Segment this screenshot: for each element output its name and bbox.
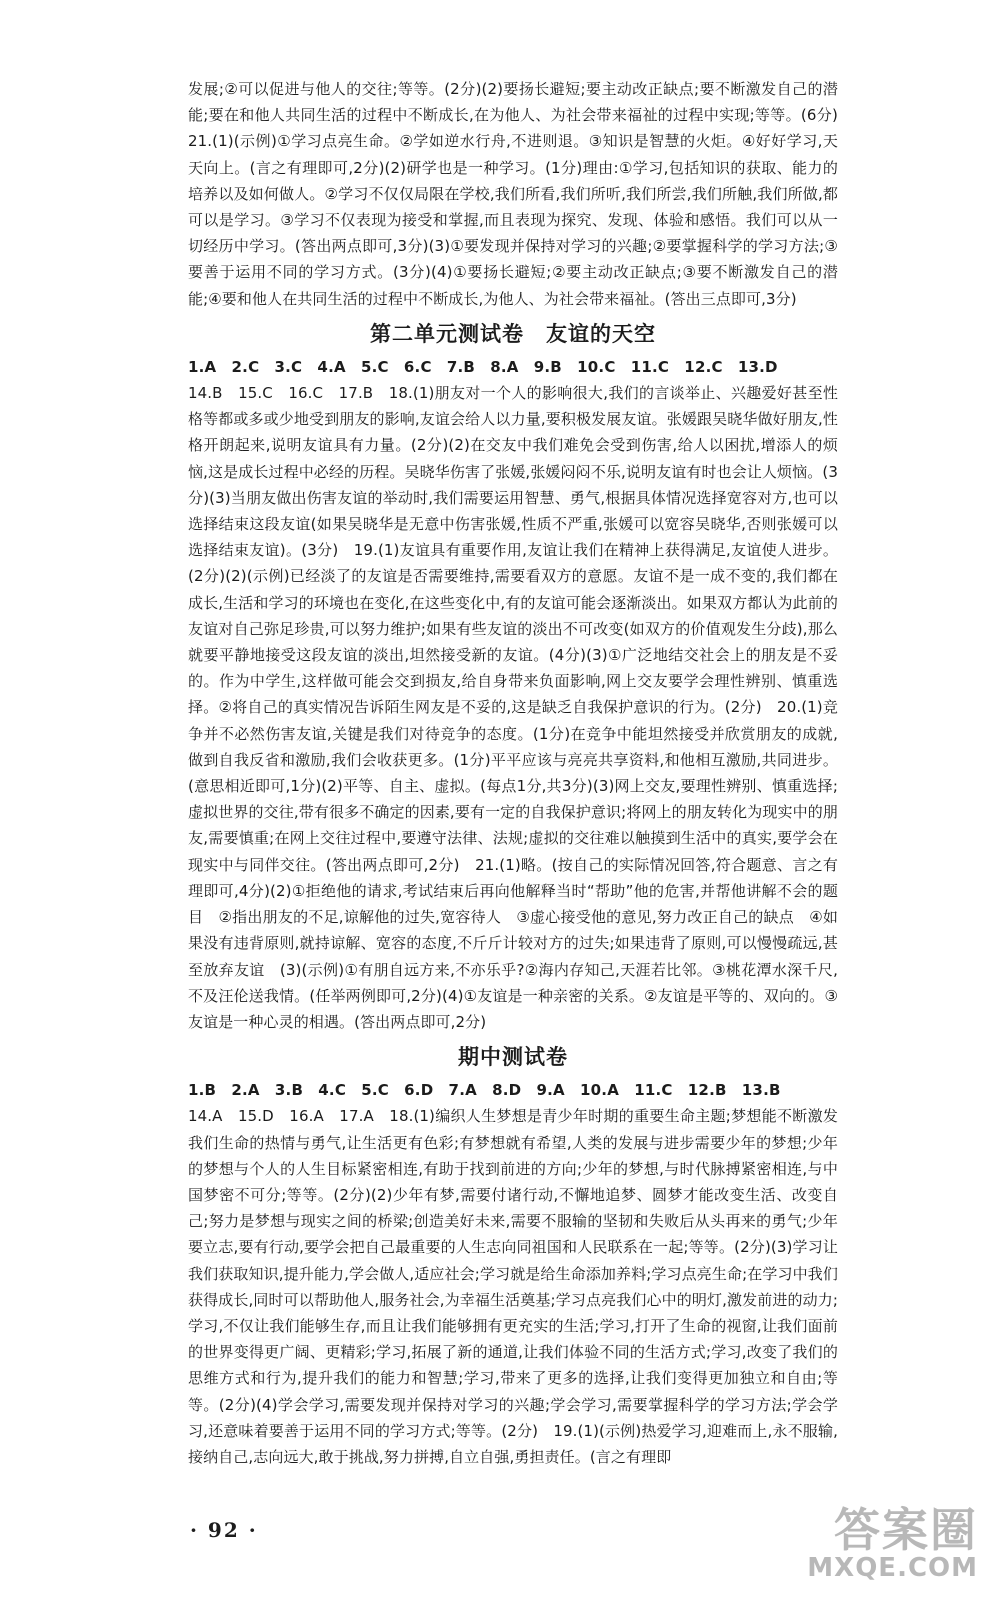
midterm-choice-answers: 1.B 2.A 3.B 4.C 5.C 6.D 7.A 8.D 9.A 10.A 11.C 12.B 13.B	[188, 1081, 781, 1100]
watermark-url: MXQE.COM	[807, 1553, 978, 1583]
section-title-unit2: 第二单元测试卷 友谊的天空	[370, 321, 656, 346]
section-title-midterm: 期中测试卷	[458, 1045, 568, 1070]
midterm-answer-paragraph: 14.A 15.D 16.A 17.A 18.(1)编织人生梦想是青少年时期的重要生命主题;梦想能不断激发我们生命的热情与勇气,让生活更有色彩;有梦想就有希望,人类的发展与进步需要少年的梦想;少年的梦想与个人的人生目标紧密相连,有助于找到前进的方向;少年的梦想,与时代脉搏紧密相连,与中国梦密不可分;等等。(2分)(2)少年有梦,需要付诸行动,不懈地追梦、圆梦才能改变生活、改变自己;努力是梦想与现实之间的桥梁;创造美好未来,需要不服输的坚韧和失败后从头再来的勇气;少年要立志,要有行动,要学会把自己最重要的人生志向同祖国和人民联系在一起;等等。(2分)(3)学习让我们获取知识,提升能力,学会做人,适应社会;学习就是给生命添加养料;学习点亮生命;在学习中我们获得成长,同时可以帮助他人,服务社会,为幸福生活奠基;学习点亮我们心中的明灯,激发前进的动力;学习,不仅让我们能够生存,而且让我们能够拥有更充实的生活;学习,打开了生命的视窗,让我们面前的世界变得更广阔、更精彩;学习,拓展了新的通道,让我们体验不同的生活方式;学习,改变了我们的思维方式和行为,提升我们的能力和智慧;学习,带来了更多的选择,让我们变得更加独立和自由;等等。(2分)(4)学会学习,需要发现并保持对学习的兴趣;学会学习,需要掌握科学的学习方法;学会学习,还意味着要善于运用不同的学习方式;等等。(2分) 19.(1)(示例)热爱学习,迎难而上,永不服输,接纳自己,志向远大,敢于挑战,努力拼搏,自立自强,勇担责任。(言之有理即	[188, 1107, 838, 1466]
watermark	[778, 1503, 978, 1583]
page-content	[188, 76, 838, 1470]
watermark-logo: 答案圈	[834, 1503, 978, 1557]
unit2-answer-paragraph: 14.B 15.C 16.C 17.B 18.(1)朋友对一个人的影响很大,我们的言谈举止、兴趣爱好甚至性格等都或多或少地受到朋友的影响,友谊会给人以力量,要积极发展友谊。张媛跟吴晓华做好朋友,性格开朗起来,说明友谊具有力量。(2分)(2)在交友中我们难免会受到伤害,给人以困扰,增添人的烦恼,这是成长过程中必经的历程。吴晓华伤害了张媛,张媛闷闷不乐,说明友谊有时也会让人烦恼。(3分)(3)当朋友做出伤害友谊的举动时,我们需要运用智慧、勇气,根据具体情况选择宽容对方,也可以选择结束这段友谊(如果吴晓华是无意中伤害张媛,性质不严重,张媛可以宽容吴晓华,否则张媛可以选择结束友谊)。(3分) 19.(1)友谊具有重要作用,友谊让我们在精神上获得满足,友谊使人进步。(2分)(2)(示例)已经淡了的友谊是否需要维持,需要看双方的意愿。友谊不是一成不变的,我们都在成长,生活和学习的环境也在变化,在这些变化中,有的友谊可能会逐渐淡出。如果双方都认为此前的友谊对自己弥足珍贵,可以努力维护;如果有些友谊的淡出不可改变(如双方的价值观发生分歧),那么就要平静地接受这段友谊的淡出,坦然接受新的友谊。(4分)(3)①广泛地结交社会上的朋友是不妥的。作为中学生,这样做可能会交到损友,给自身带来负面影响,网上交友要学会理性辨别、慎重选择。②将自己的真实情况告诉陌生网友是不妥的,这是缺乏自我保护意识的行为。(2分) 20.(1)竞争并不必然伤害友谊,关键是我们对待竞争的态度。(1分)在竞争中能坦然接受并欣赏朋友的成就,做到自我反省和激励,我们会收获更多。(1分)平平应该与亮亮共享资料,和他相互激励,共同进步。(意思相近即可,1分)(2)平等、自主、虚拟。(每点1分,共3分)(3)网上交友,要理性辨别、慎重选择;虚拟世界的交往,带有很多不确定的因素,要有一定的自我保护意识;将网上的朋友转化为现实中的朋友,需要慎重;在网上交往过程中,要遵守法律、法规;虚拟的交往难以触摸到生活中的真实,要学会在现实中与同伴交往。(答出两点即可,2分) 21.(1)略。(按自己的实际情况回答,符合题意、言之有理即可,4分)(2)①拒绝他的请求,考试结束后再向他解释当时“帮助”他的危害,并帮他讲解不会的题目 ②指出朋友的不足,谅解他的过失,宽容待人 ③虚心接受他的意见,努力改正自己的缺点 ④如果没有违背原则,就持谅解、宽容的态度,不斤斤计较对方的过失;如果违背了原则,可以慢慢疏远,甚至放弃友谊 (3)(示例)①有朋自远方来,不亦乐乎?②海内存知己,天涯若比邻。③桃花潭水深千尺,不及汪伦送我情。(任举两例即可,2分)(4)①友谊是一种亲密的关系。②友谊是平等的、双向的。③友谊是一种心灵的相遇。(答出两点即可,2分)	[188, 384, 838, 1031]
unit2-choice-answers: 1.A 2.C 3.C 4.A 5.C 6.C 7.B 8.A 9.B 10.C 11.C 12.C 13.D	[188, 357, 778, 376]
intro-paragraph: 发展;②可以促进与他人的交往;等等。(2分)(2)要扬长避短;要主动改正缺点;要不断激发自己的潜能;要在和他人共同生活的过程中不断成长,在为他人、为社会带来福祉的过程中实现;等等。(6分) 21.(1)(示例)①学习点亮生命。②学如逆水行舟,不进则退。③知识是智慧的火炬。④好好学习,天天向上。(言之有理即可,2分)(2)研学也是一种学习。(1分)理由:①学习,包括知识的获取、能力的培养以及如何做人。②学习不仅仅局限在学校,我们所看,我们所听,我们所尝,我们所触,我们所做,都可以是学习。③学习不仅表现为接受和掌握,而且表现为探究、发现、体验和感悟。我们可以从一切经历中学习。(答出两点即可,3分)(3)①要发现并保持对学习的兴趣;②要掌握科学的学习方法;③要善于运用不同的学习方式。(3分)(4)①要扬长避短;②要主动改正缺点;③要不断激发自己的潜能;④要和他人在共同生活的过程中不断成长,为他人、为社会带来福祉。(答出三点即可,3分)	[188, 80, 838, 308]
page-number: · 92 ·	[190, 1518, 258, 1542]
